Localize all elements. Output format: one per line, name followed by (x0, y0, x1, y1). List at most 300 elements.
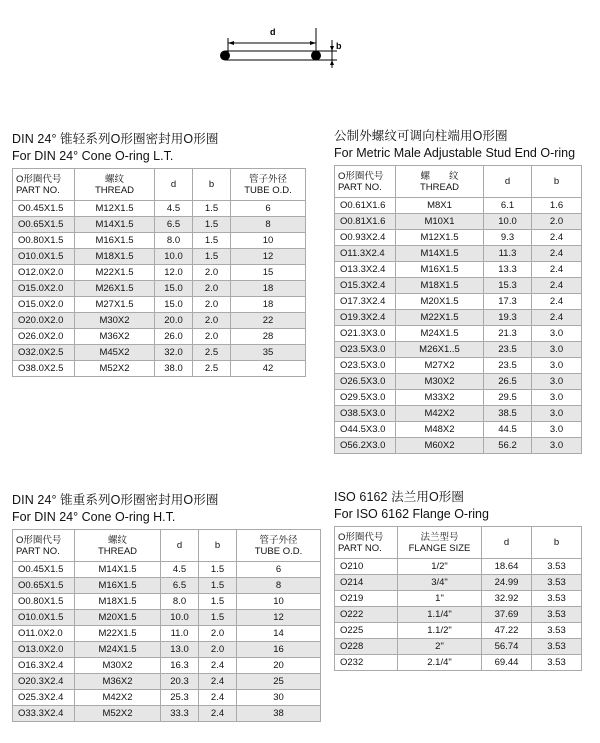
table-row (335, 310, 582, 326)
table-cell: 2.4 (199, 706, 237, 722)
table-cell: 3.0 (532, 374, 582, 390)
table-row (335, 607, 582, 623)
column-header (155, 169, 193, 201)
table-cell: 2.4 (532, 246, 582, 262)
table-cell: 25.3 (161, 690, 199, 706)
table-cell: O228 (335, 639, 398, 655)
table-cell: 2.4 (199, 690, 237, 706)
table-cell: M14X1.5 (75, 217, 155, 233)
table-cell: 4.5 (155, 201, 193, 217)
table-cell: 2.5 (193, 345, 231, 361)
table-cell: M36X2 (75, 329, 155, 345)
header-label-en: PART NO. (16, 545, 60, 557)
table-cell: 2.0 (193, 329, 231, 345)
table-cell: 6.5 (155, 217, 193, 233)
table-row (335, 374, 582, 390)
table-cell: 17.3 (484, 294, 532, 310)
table-row (13, 610, 321, 626)
section-title-cn: DIN 24° 锥重系列O形圈密封用O形圈 (12, 493, 219, 507)
table-cell: 2.1/4" (398, 655, 482, 671)
table-cell: O23.5X3.0 (335, 358, 396, 374)
table-cell: 25 (237, 674, 321, 690)
table-row (335, 342, 582, 358)
label-b: b (336, 41, 342, 51)
table-row (335, 655, 582, 671)
table-cell: 47.22 (482, 623, 532, 639)
section-title-en: For DIN 24° Cone O-ring L.T. (12, 149, 174, 163)
table-cell: 38.0 (155, 361, 193, 377)
header-label: O形圈代号 (16, 173, 62, 185)
table-cell: 18.64 (482, 559, 532, 575)
header-label-en: THREAD (419, 181, 460, 193)
table-cell: 8 (237, 578, 321, 594)
table-cell: 3.0 (532, 342, 582, 358)
table-row (13, 642, 321, 658)
table-row (335, 198, 582, 214)
table-row (13, 658, 321, 674)
table-cell: 3.53 (532, 607, 582, 623)
table-cell: 3.0 (532, 422, 582, 438)
table-cell: 10.0 (484, 214, 532, 230)
table-cell: 2.0 (199, 642, 237, 658)
column-header (193, 169, 231, 201)
table-cell: 1.5 (199, 610, 237, 626)
table-cell: 18 (231, 281, 306, 297)
table-cell: M24X1.5 (396, 326, 484, 342)
table-cell: 11.0 (161, 626, 199, 642)
header-label: 螺纹 (104, 173, 124, 185)
table-cell: M48X2 (396, 422, 484, 438)
header-label-en: THREAD (94, 184, 135, 196)
header-row (335, 166, 582, 198)
table-cell: O26.0X2.0 (13, 329, 75, 345)
table-cell: 3.0 (532, 390, 582, 406)
table-cell: O0.80X1.5 (13, 233, 75, 249)
table-cell: M33X2 (396, 390, 484, 406)
header-label-en: PART NO. (16, 184, 60, 196)
table-cell: 15.0 (155, 297, 193, 313)
column-header (532, 166, 582, 198)
table-cell: 3.53 (532, 639, 582, 655)
table-cell: 3/4" (398, 575, 482, 591)
header-label: b (553, 176, 560, 187)
table-row (13, 361, 306, 377)
table-cell: O56.2X3.0 (335, 438, 396, 454)
table-cell: 2.4 (532, 262, 582, 278)
table-row (335, 294, 582, 310)
header-label-en: PART NO. (338, 542, 382, 554)
table-cell: M20X1.5 (396, 294, 484, 310)
table-cell: 26.0 (155, 329, 193, 345)
table-cell: 16 (237, 642, 321, 658)
table-cell: O38.0X2.5 (13, 361, 75, 377)
table-cell: 14 (237, 626, 321, 642)
table-row (335, 214, 582, 230)
section-title-en: For Metric Male Adjustable Stud End O-ring (334, 146, 576, 160)
header-label: O形圈代号 (16, 534, 62, 546)
section-title-en: For DIN 24° Cone O-ring H.T. (12, 510, 176, 524)
header-label: 螺纹 (107, 534, 127, 546)
table-cell: 3.0 (532, 438, 582, 454)
table-row (335, 438, 582, 454)
column-header (13, 169, 75, 201)
oring-dimension-diagram (215, 18, 345, 68)
column-header (396, 166, 484, 198)
table-row (335, 278, 582, 294)
header-row (335, 527, 582, 559)
table-cell: O38.5X3.0 (335, 406, 396, 422)
table-row (335, 575, 582, 591)
table-cell: O225 (335, 623, 398, 639)
table-cell: O0.80X1.5 (13, 594, 75, 610)
table-cell: O11.0X2.0 (13, 626, 75, 642)
table-cell: O13.3X2.4 (335, 262, 396, 278)
table-cell: 8.0 (155, 233, 193, 249)
table-cell: O10.0X1.5 (13, 610, 75, 626)
table-cell: 1" (398, 591, 482, 607)
oring-section-left (220, 51, 230, 61)
table-cell: M8X1 (396, 198, 484, 214)
header-label: O形圈代号 (338, 170, 384, 182)
table-cell: O0.61X1.6 (335, 198, 396, 214)
table-cell: O25.3X2.4 (13, 690, 75, 706)
oring-section-right (311, 51, 321, 61)
table-cell: 22 (231, 313, 306, 329)
table-cell: 20 (237, 658, 321, 674)
table-cell: M14X1.5 (396, 246, 484, 262)
table-cell: O210 (335, 559, 398, 575)
table-cell: O32.0X2.5 (13, 345, 75, 361)
table-cell: M22X1.5 (75, 626, 161, 642)
table-cell: 2.4 (532, 310, 582, 326)
header-label: d (503, 537, 510, 548)
table-cell: O33.3X2.4 (13, 706, 75, 722)
table-cell: M26X1.5 (75, 281, 155, 297)
table-cell: O0.45X1.5 (13, 201, 75, 217)
header-label: b (208, 179, 215, 190)
table-cell: 2.0 (532, 214, 582, 230)
table-cell: 3.53 (532, 559, 582, 575)
table-cell: 10.0 (155, 249, 193, 265)
table-row (13, 281, 306, 297)
table-row (335, 639, 582, 655)
column-header (484, 166, 532, 198)
section-title-en: For ISO 6162 Flange O-ring (334, 507, 489, 521)
din24-heavy-table (12, 529, 321, 722)
table-cell: 1.5 (199, 562, 237, 578)
table-row (13, 329, 306, 345)
table-cell: 37.69 (482, 607, 532, 623)
table-cell: 35 (231, 345, 306, 361)
table-row (13, 265, 306, 281)
table-row (335, 591, 582, 607)
table-row (13, 233, 306, 249)
table-cell: O11.3X2.4 (335, 246, 396, 262)
table-cell: O0.81X1.6 (335, 214, 396, 230)
table-row (335, 358, 582, 374)
table-row (335, 326, 582, 342)
iso6162-flange-table (334, 526, 582, 671)
table-cell: O44.5X3.0 (335, 422, 396, 438)
header-label-en: THREAD (97, 545, 138, 557)
table-cell: M26X1..5 (396, 342, 484, 358)
section-title-cn: DIN 24° 锥轻系列O形圈密封用O形圈 (12, 132, 219, 146)
table-cell: 42 (231, 361, 306, 377)
column-header (75, 530, 161, 562)
table-cell: 16.3 (161, 658, 199, 674)
table-cell: M30X2 (75, 658, 161, 674)
table-cell: 12 (237, 610, 321, 626)
table-row (13, 674, 321, 690)
table-cell: 38.5 (484, 406, 532, 422)
table-cell: 2.0 (199, 626, 237, 642)
table-row (13, 345, 306, 361)
table-cell: 18 (231, 297, 306, 313)
table-row (13, 249, 306, 265)
section-din24-heavy (12, 492, 321, 722)
table-cell: 44.5 (484, 422, 532, 438)
table-cell: O20.0X2.0 (13, 313, 75, 329)
table-cell: 30 (237, 690, 321, 706)
table-cell: O15.0X2.0 (13, 297, 75, 313)
header-label-en: PART NO. (338, 181, 382, 193)
table-cell: M16X1.5 (396, 262, 484, 278)
table-cell: 4.5 (161, 562, 199, 578)
table-row (335, 406, 582, 422)
table-cell: 1.6 (532, 198, 582, 214)
header-label: 螺 纹 (420, 170, 459, 182)
table-cell: M36X2 (75, 674, 161, 690)
table-cell: 2" (398, 639, 482, 655)
table-cell: M52X2 (75, 706, 161, 722)
section-metric-stud-end (334, 128, 582, 454)
header-label-en: FLANGE SIZE (408, 542, 471, 554)
metric-stud-end-table (334, 165, 582, 454)
table-cell: O12.0X2.0 (13, 265, 75, 281)
table-cell: M42X2 (396, 406, 484, 422)
column-header (398, 527, 482, 559)
column-header (237, 530, 321, 562)
table-cell: O0.45X1.5 (13, 562, 75, 578)
table-cell: 3.53 (532, 591, 582, 607)
table-cell: 20.0 (155, 313, 193, 329)
header-label: d (176, 540, 183, 551)
table-cell: M22X1.5 (396, 310, 484, 326)
table-cell: M22X1.5 (75, 265, 155, 281)
table-cell: 3.0 (532, 358, 582, 374)
table-cell: 3.0 (532, 406, 582, 422)
table-cell: 1.5 (193, 249, 231, 265)
table-row (13, 706, 321, 722)
label-d: d (270, 27, 276, 37)
header-label: 管子外径 (248, 173, 287, 185)
header-row (13, 169, 306, 201)
table-cell: M18X1.5 (396, 278, 484, 294)
table-row (335, 422, 582, 438)
table-cell: 19.3 (484, 310, 532, 326)
table-cell: 26.5 (484, 374, 532, 390)
table-row (13, 690, 321, 706)
table-cell: 15.3 (484, 278, 532, 294)
table-cell: 11.3 (484, 246, 532, 262)
table-row (13, 594, 321, 610)
section-title-cn: ISO 6162 法兰用O形圈 (334, 490, 465, 504)
table-cell: O0.65X1.5 (13, 578, 75, 594)
table-row (13, 626, 321, 642)
table-cell: M45X2 (75, 345, 155, 361)
table-cell: 2.0 (193, 265, 231, 281)
table-cell: O19.3X2.4 (335, 310, 396, 326)
table-cell: 2.4 (199, 674, 237, 690)
table-cell: 10 (237, 594, 321, 610)
table-cell: 2.0 (193, 313, 231, 329)
table-row (13, 562, 321, 578)
table-cell: 1.1/4" (398, 607, 482, 623)
header-label: 管子外径 (259, 534, 298, 546)
table-cell: O222 (335, 607, 398, 623)
table-cell: O13.0X2.0 (13, 642, 75, 658)
table-cell: 3.53 (532, 655, 582, 671)
table-cell: 3.53 (532, 623, 582, 639)
table-cell: O232 (335, 655, 398, 671)
column-header (335, 166, 396, 198)
table-cell: 69.44 (482, 655, 532, 671)
table-cell: O29.5X3.0 (335, 390, 396, 406)
table-cell: M20X1.5 (75, 610, 161, 626)
section-din24-light (12, 131, 306, 377)
table-cell: 13.3 (484, 262, 532, 278)
table-cell: 2.0 (193, 281, 231, 297)
table-cell: 29.5 (484, 390, 532, 406)
table-cell: M12X1.5 (75, 201, 155, 217)
header-label: O形圈代号 (338, 531, 384, 543)
table-cell: 2.4 (532, 294, 582, 310)
table-cell: M30X2 (396, 374, 484, 390)
table-cell: M24X1.5 (75, 642, 161, 658)
table-cell: 1.5 (193, 233, 231, 249)
table-row (335, 559, 582, 575)
table-cell: M16X1.5 (75, 578, 161, 594)
table-row (335, 230, 582, 246)
table-cell: 33.3 (161, 706, 199, 722)
table-cell: O0.93X2.4 (335, 230, 396, 246)
table-cell: O21.3X3.0 (335, 326, 396, 342)
header-label: 法兰型号 (420, 531, 459, 543)
table-cell: 32.0 (155, 345, 193, 361)
table-cell: O219 (335, 591, 398, 607)
table-row (13, 578, 321, 594)
table-cell: 2.5 (193, 361, 231, 377)
table-cell: 1.5 (199, 578, 237, 594)
table-cell: 56.74 (482, 639, 532, 655)
table-cell: M52X2 (75, 361, 155, 377)
table-cell: 12.0 (155, 265, 193, 281)
column-header (231, 169, 306, 201)
table-cell: 15.0 (155, 281, 193, 297)
table-row (13, 313, 306, 329)
table-cell: M16X1.5 (75, 233, 155, 249)
table-row (335, 623, 582, 639)
header-row (13, 530, 321, 562)
table-row (335, 262, 582, 278)
table-cell: 1.5 (199, 594, 237, 610)
din24-light-table (12, 168, 306, 377)
table-cell: 10 (231, 233, 306, 249)
table-cell: 1.5 (193, 201, 231, 217)
table-cell: 15 (231, 265, 306, 281)
table-cell: 20.3 (161, 674, 199, 690)
column-header (482, 527, 532, 559)
section-title-cn: 公制外螺纹可调向柱端用O形圈 (334, 129, 508, 143)
table-cell: 8.0 (161, 594, 199, 610)
table-cell: 32.92 (482, 591, 532, 607)
table-cell: 23.5 (484, 358, 532, 374)
table-cell: 8 (231, 217, 306, 233)
table-cell: 2.4 (532, 278, 582, 294)
table-cell: 1/2" (398, 559, 482, 575)
table-cell: M60X2 (396, 438, 484, 454)
table-cell: M18X1.5 (75, 594, 161, 610)
table-cell: 3.0 (532, 326, 582, 342)
table-cell: 21.3 (484, 326, 532, 342)
column-header (13, 530, 75, 562)
table-cell: 6 (231, 201, 306, 217)
table-cell: O15.0X2.0 (13, 281, 75, 297)
table-cell: 6.1 (484, 198, 532, 214)
table-cell: M10X1 (396, 214, 484, 230)
table-cell: 1.5 (193, 217, 231, 233)
header-label: b (214, 540, 221, 551)
table-cell: M27X1.5 (75, 297, 155, 313)
header-label-en: TUBE O.D. (254, 545, 303, 557)
table-cell: O16.3X2.4 (13, 658, 75, 674)
table-cell: O15.3X2.4 (335, 278, 396, 294)
table-cell: 6.5 (161, 578, 199, 594)
table-cell: M42X2 (75, 690, 161, 706)
column-header (75, 169, 155, 201)
table-cell: O10.0X1.5 (13, 249, 75, 265)
table-cell: 6 (237, 562, 321, 578)
section-iso6162-flange (334, 489, 582, 671)
table-cell: M18X1.5 (75, 249, 155, 265)
header-label: d (504, 176, 511, 187)
table-row (13, 297, 306, 313)
table-cell: M30X2 (75, 313, 155, 329)
table-cell: 24.99 (482, 575, 532, 591)
column-header (161, 530, 199, 562)
table-cell: 2.4 (532, 230, 582, 246)
table-cell: 12 (231, 249, 306, 265)
table-cell: 1.1/2" (398, 623, 482, 639)
table-cell: O23.5X3.0 (335, 342, 396, 358)
table-cell: 23.5 (484, 342, 532, 358)
table-cell: M27X2 (396, 358, 484, 374)
table-cell: O20.3X2.4 (13, 674, 75, 690)
table-cell: O214 (335, 575, 398, 591)
table-cell: 3.53 (532, 575, 582, 591)
table-cell: O26.5X3.0 (335, 374, 396, 390)
table-cell: 38 (237, 706, 321, 722)
table-cell: 28 (231, 329, 306, 345)
table-cell: 13.0 (161, 642, 199, 658)
table-cell: 2.0 (193, 297, 231, 313)
header-label: b (553, 537, 560, 548)
table-cell: O17.3X2.4 (335, 294, 396, 310)
column-header (532, 527, 582, 559)
table-cell: 10.0 (161, 610, 199, 626)
table-cell: M14X1.5 (75, 562, 161, 578)
table-row (13, 201, 306, 217)
